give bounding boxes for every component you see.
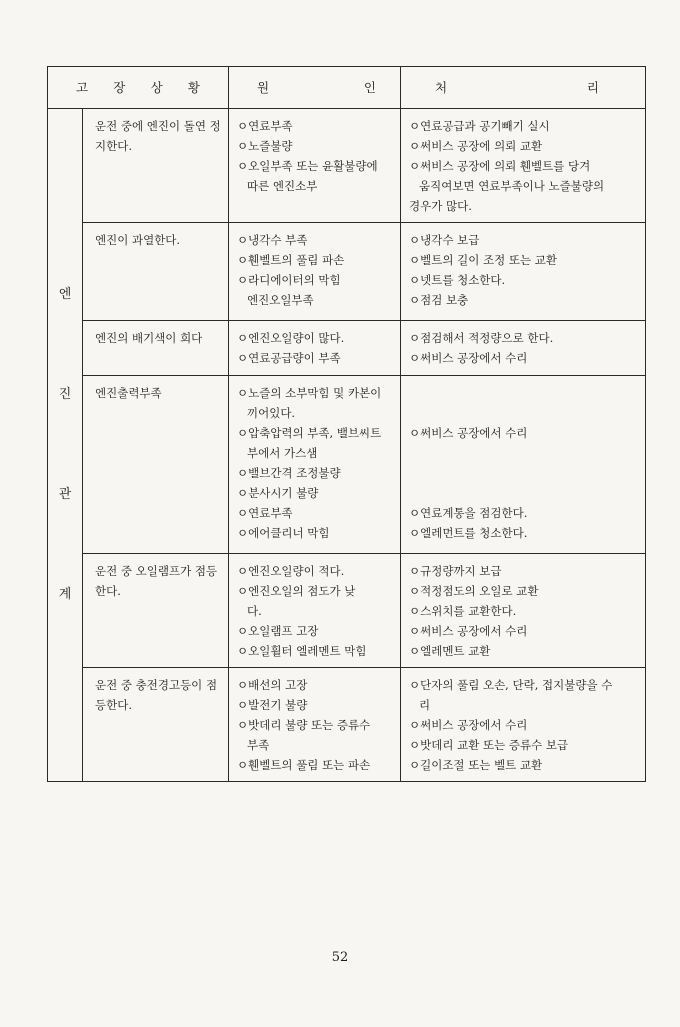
table-row [48, 376, 646, 554]
cause-cell: ㅇ노즐의 소부막힘 및 카본이 끼어있다. ㅇ압축압력의 부족, 밸브씨트 부에서 가스샘 ㅇ밸브간격 조정불량 ㅇ분사시기 불량 ㅇ연료부족 ㅇ에어클리너 막힘 [229, 376, 401, 554]
table-row [48, 223, 646, 321]
remedy-cell: ㅇ냉각수 보급 ㅇ벨트의 길이 조정 또는 교환 ㅇ넷트를 청소한다. ㅇ점검 보충 [401, 223, 646, 321]
symptom-cell: 운전 중 충전경고등이 점등한다. [83, 668, 229, 782]
category-engine: 엔 진 관 계 [48, 109, 83, 782]
symptom-cell: 엔진의 배기색이 희다 [83, 321, 229, 376]
remedy-cell: ㅇ점검해서 적정량으로 한다. ㅇ써비스 공장에서 수리 [401, 321, 646, 376]
symptom-cell: 엔진출력부족 [83, 376, 229, 554]
remedy-cell: ㅇ써비스 공장에서 수리 ㅇ연료계통을 점검한다. ㅇ엘레먼트를 청소한다. [401, 376, 646, 554]
table-row [48, 554, 646, 668]
symptom-cell: 운전 중에 엔진이 돌연 정지한다. [83, 109, 229, 223]
cause-cell: ㅇ연료부족 ㅇ노즐불량 ㅇ오일부족 또는 윤활불량에 따른 엔진소부 [229, 109, 401, 223]
table-row [48, 109, 646, 223]
page-number: 52 [331, 950, 349, 965]
table-row [48, 668, 646, 782]
table-header-row [48, 67, 646, 109]
remedy-cell: ㅇ연료공급과 공기빼기 실시 ㅇ써비스 공장에 의뢰 교환 ㅇ써비스 공장에 의뢰 휀벨트를 당겨 움직여보면 연료부족이나 노즐불량의 경우가 많다. [401, 109, 646, 223]
header-symptom: 고 장 상 황 [48, 67, 229, 109]
cause-cell: ㅇ엔진오일량이 적다. ㅇ엔진오일의 점도가 낮 다. ㅇ오일램프 고장 ㅇ오일휠터 엘레멘트 막힘 [229, 554, 401, 668]
header-cause: 원 인 [229, 67, 401, 109]
troubleshooting-table [47, 66, 646, 782]
cause-cell: ㅇ배선의 고장 ㅇ발전기 불량 ㅇ밧데리 불량 또는 증류수 부족 ㅇ휀벨트의 풀림 또는 파손 [229, 668, 401, 782]
remedy-cell: ㅇ단자의 풀림 오손, 단락, 접지불량을 수 리 ㅇ써비스 공장에서 수리 ㅇ밧데리 교환 또는 증류수 보급 ㅇ길이조절 또는 벨트 교환 [401, 668, 646, 782]
symptom-cell: 운전 중 오일램프가 점등한다. [83, 554, 229, 668]
symptom-cell: 엔진이 과열한다. [83, 223, 229, 321]
cause-cell: ㅇ엔진오일량이 많다. ㅇ연료공급량이 부족 [229, 321, 401, 376]
remedy-cell: ㅇ규정량까지 보급 ㅇ적정점도의 오일로 교환 ㅇ스위치를 교환한다. ㅇ써비스 공장에서 수리 ㅇ엘레멘트 교환 [401, 554, 646, 668]
header-remedy: 처 리 [401, 67, 646, 109]
table-row [48, 321, 646, 376]
cause-cell: ㅇ냉각수 부족 ㅇ휀벨트의 풀림 파손 ㅇ라디에이터의 막힘 엔진오일부족 [229, 223, 401, 321]
